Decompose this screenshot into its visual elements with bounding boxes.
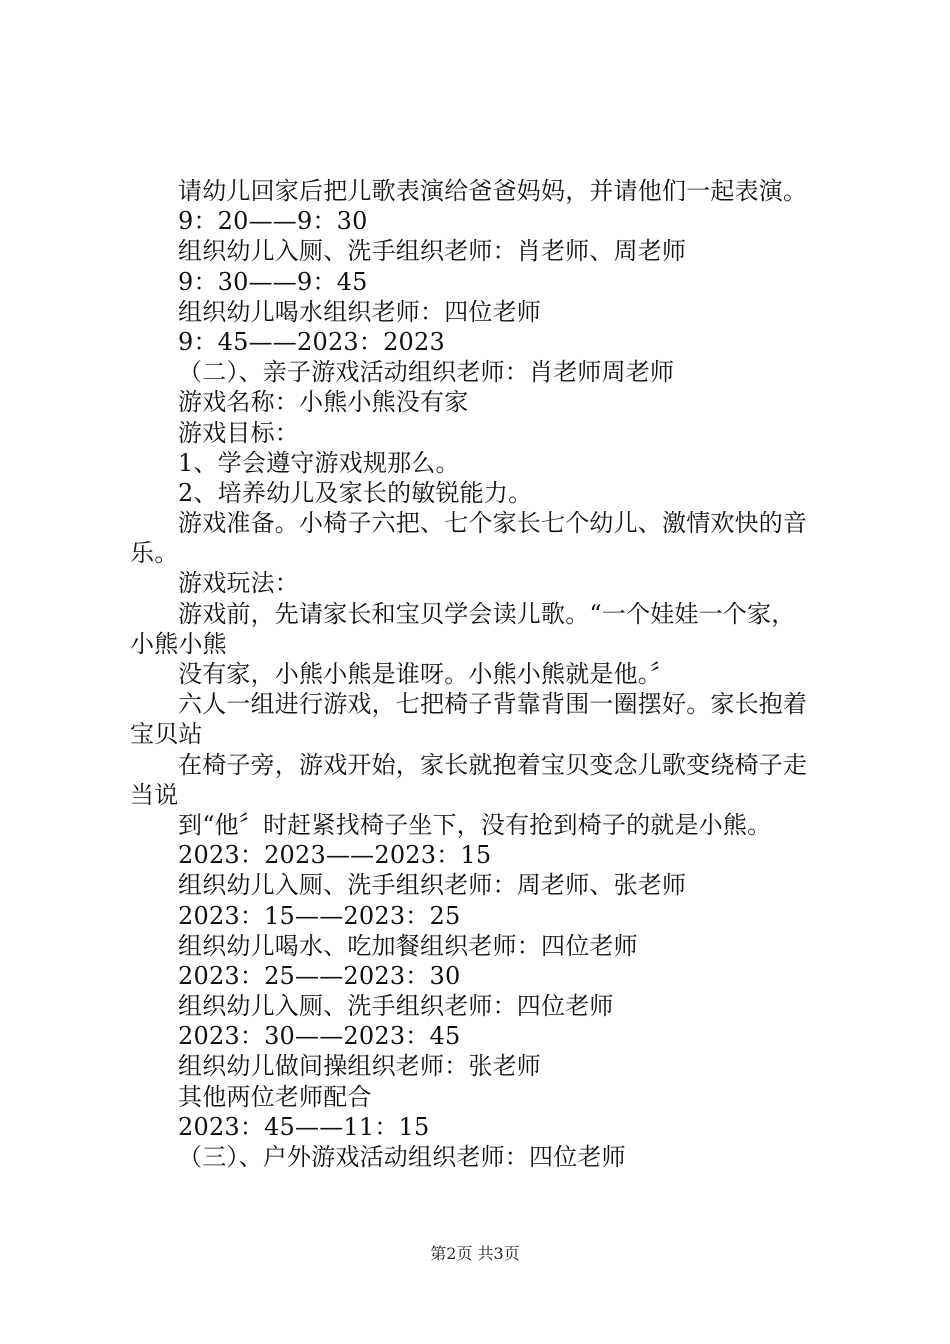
text-line: 组织幼儿做间操组织老师：张老师 xyxy=(178,1052,541,1081)
time-slot-line: 2023：15——2023：25 xyxy=(178,901,461,930)
section-heading: （三）、户外游戏活动组织老师：四位老师 xyxy=(178,1143,626,1171)
time-slot-line: 9：20——9：30 xyxy=(178,207,368,236)
page-number-footer: 第2页 共3页 xyxy=(430,1244,520,1263)
time-slot-line: 9：45——2023：2023 xyxy=(178,327,445,356)
text-line: 其他两位老师配合 xyxy=(178,1082,372,1111)
section-heading: （二）、亲子游戏活动组织老师：肖老师周老师 xyxy=(178,358,675,387)
text-line-continuation: 小熊小熊 xyxy=(130,629,227,658)
text-line: 组织幼儿喝水、吃加餐组织老师：四位老师 xyxy=(178,931,638,960)
text-line: 六人一组进行游戏，七把椅子背靠背围一圈摆好。家长抱着 xyxy=(178,690,808,719)
document-body xyxy=(130,176,830,1172)
text-line: 游戏目标： xyxy=(178,418,299,447)
text-line: 组织幼儿入厕、洗手组织老师：肖老师、周老师 xyxy=(178,237,687,266)
text-line-continuation: 当说 xyxy=(130,780,179,809)
text-line: 游戏准备。小椅子六把、七个家长七个幼儿、激情欢快的音 xyxy=(178,509,808,538)
text-line: 组织幼儿入厕、洗手组织老师：周老师、张老师 xyxy=(178,871,687,900)
text-line: 组织幼儿喝水组织老师：四位老师 xyxy=(178,297,541,326)
text-line: 到“他〞时赶紧找椅子坐下，没有抢到椅子的就是小熊。 xyxy=(178,810,772,839)
text-line-continuation: 乐。 xyxy=(130,539,179,568)
time-slot-line: 2023：30——2023：45 xyxy=(178,1022,461,1051)
time-slot-line: 9：30——9：45 xyxy=(178,267,368,296)
time-slot-line: 2023：2023——2023：15 xyxy=(178,841,492,870)
text-line: 游戏玩法： xyxy=(178,569,299,598)
text-line: 组织幼儿入厕、洗手组织老师：四位老师 xyxy=(178,992,614,1021)
list-item: 2、培养幼儿及家长的敏锐能力。 xyxy=(178,478,533,507)
text-line: 在椅子旁，游戏开始，家长就抱着宝贝变念儿歌变绕椅子走 xyxy=(178,750,808,779)
text-line-continuation: 宝贝站 xyxy=(130,720,203,749)
text-line: 游戏前，先请家长和宝贝学会读儿歌。“一个娃娃一个家， xyxy=(178,599,796,628)
text-line: 请幼儿回家后把儿歌表演给爸爸妈妈，并请他们一起表演。 xyxy=(178,177,808,205)
list-item: 1、学会遵守游戏规那么。 xyxy=(178,448,460,477)
time-slot-line: 2023：25——2023：30 xyxy=(178,961,461,990)
time-slot-line: 2023：45——11：15 xyxy=(178,1112,430,1141)
text-line: 没有家，小熊小熊是谁呀。小熊小熊就是他。〞 xyxy=(178,660,675,688)
text-line: 游戏名称：小熊小熊没有家 xyxy=(178,388,469,417)
